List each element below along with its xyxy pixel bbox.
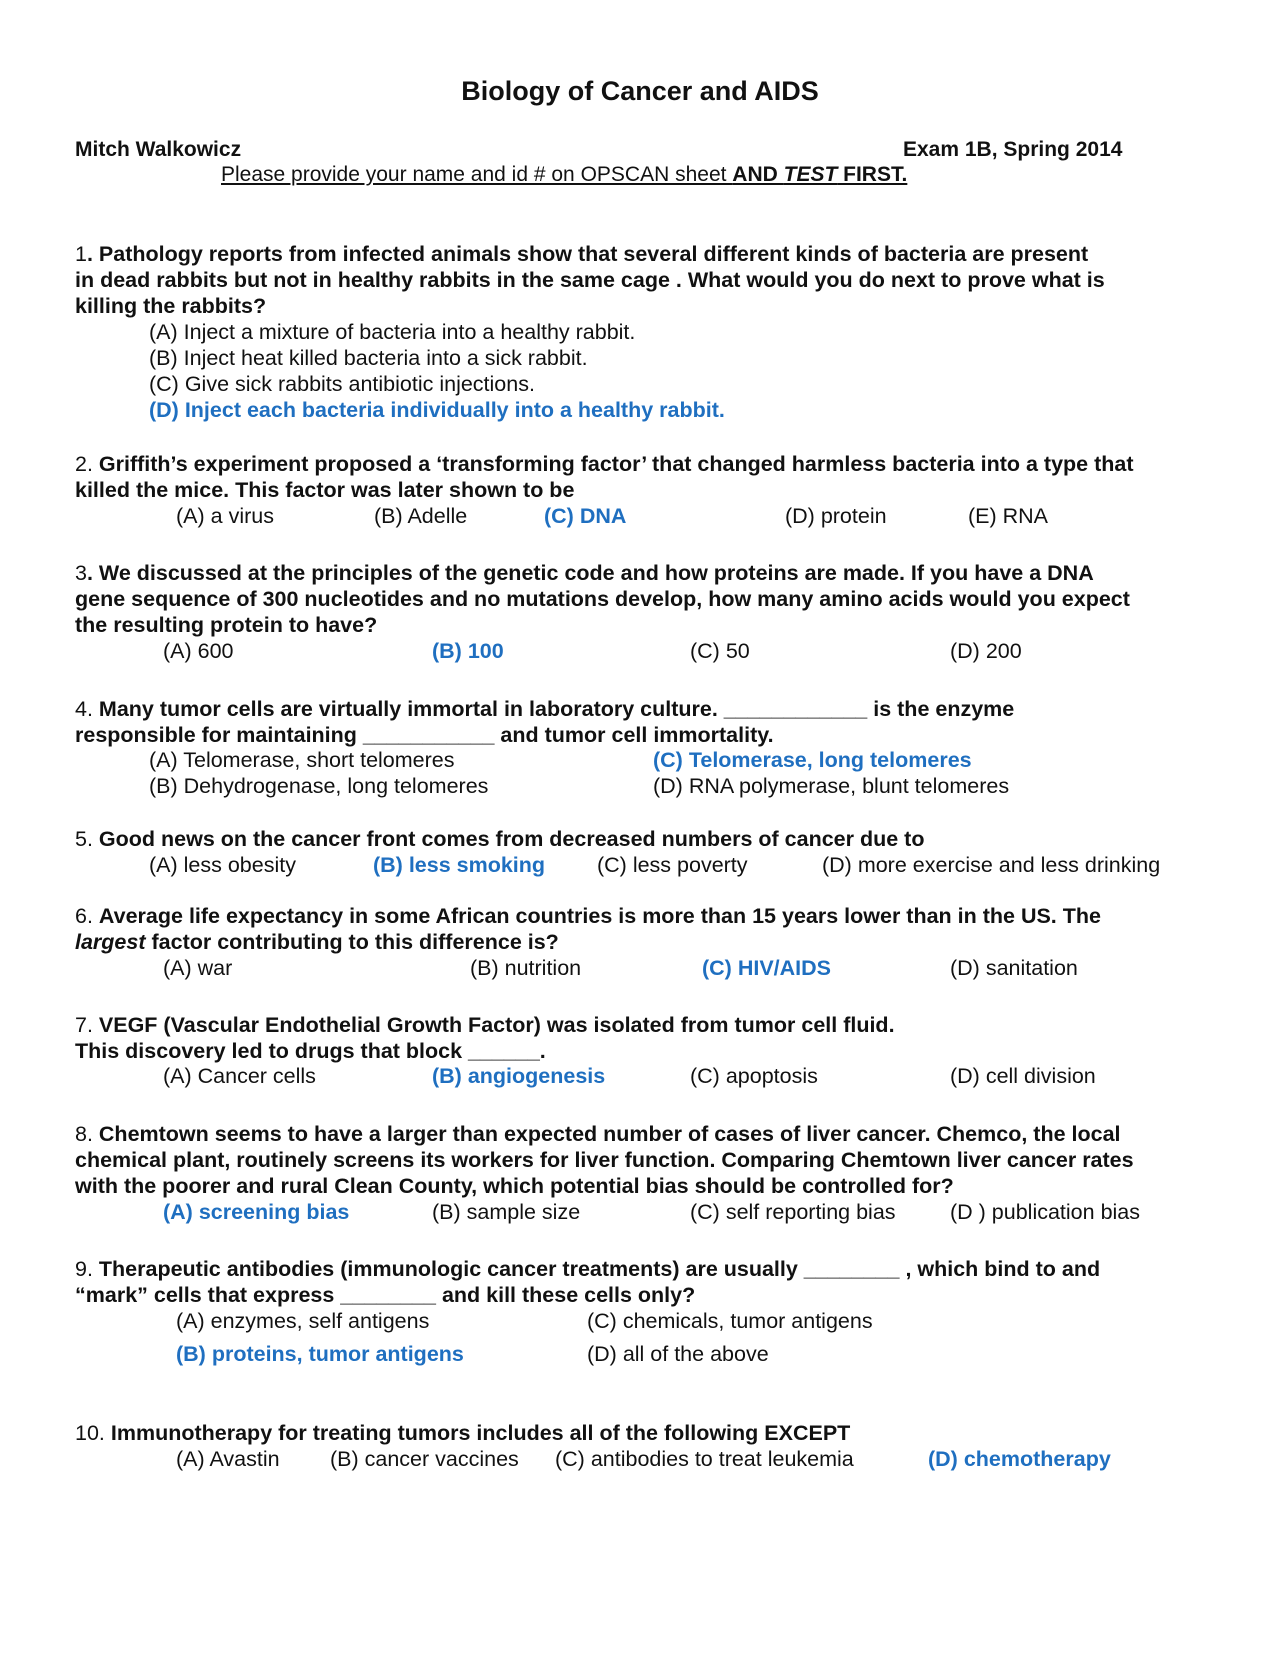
instruction-line: [221, 163, 907, 187]
question-1-line-3: killing the rabbits?: [75, 294, 267, 318]
q8-option-d: (D ) publication bias: [950, 1200, 1141, 1224]
instruction-and: AND: [732, 163, 784, 186]
question-2-stem: [75, 451, 1134, 477]
question-1-number: 1: [75, 242, 87, 266]
q2-option-a: (A) a virus: [176, 504, 274, 528]
q1-option-d-answer: (D) Inject each bacteria individually into a healthy rabbit.: [149, 398, 725, 422]
q5-option-c: (C) less poverty: [597, 853, 748, 877]
q8-option-c: (C) self reporting bias: [690, 1200, 896, 1224]
question-9-line-2: “mark” cells that express ________ and kill these cells only?: [75, 1283, 696, 1307]
q7-option-a: (A) Cancer cells: [163, 1064, 316, 1088]
question-3-line-2: gene sequence of 300 nucleotides and no mutations develop, how many amino acids would you expect: [75, 587, 1130, 611]
q9-option-a: (A) enzymes, self antigens: [176, 1309, 430, 1333]
question-4-line-2: responsible for maintaining ___________ and tumor cell immortality.: [75, 723, 774, 747]
question-6-line-2: [75, 929, 559, 955]
q9-option-b-answer: (B) proteins, tumor antigens: [176, 1342, 464, 1366]
q2-option-c-answer: (C) DNA: [544, 504, 627, 528]
instruction-test: TEST: [783, 163, 838, 186]
question-6-number: 6.: [75, 904, 99, 928]
q2-option-b: (B) Adelle: [374, 504, 468, 528]
q4-option-b: (B) Dehydrogenase, long telomeres: [149, 774, 489, 798]
question-9-line-1: Therapeutic antibodies (immunologic cancer treatments) are usually ________ , which bind to and: [98, 1257, 1101, 1281]
question-8-line-2: chemical plant, routinely screens its workers for liver function. Comparing Chemtown liver cancer rates: [75, 1148, 1134, 1172]
question-2-number: 2.: [75, 452, 99, 476]
instruction-first: FIRST.: [837, 163, 908, 186]
q6-option-c-answer: (C) HIV/AIDS: [702, 956, 831, 980]
question-9-stem: [75, 1256, 1100, 1282]
question-4-number: 4.: [75, 697, 99, 721]
question-2-line-1: Griffith’s experiment proposed a ‘transforming factor’ that changed harmless bacteria into a type that: [98, 452, 1134, 476]
q9-option-d: (D) all of the above: [587, 1342, 769, 1366]
question-1-line-2: in dead rabbits but not in healthy rabbits in the same cage . What would you do next to prove what is: [75, 268, 1105, 292]
question-10-stem: [75, 1420, 850, 1446]
q8-option-b: (B) sample size: [432, 1200, 581, 1224]
q7-option-b-answer: (B) angiogenesis: [432, 1064, 606, 1088]
q4-option-a: (A) Telomerase, short telomeres: [149, 748, 455, 772]
question-2-line-2: killed the mice. This factor was later shown to be: [75, 478, 575, 502]
question-5-stem: [75, 826, 924, 852]
q4-option-d: (D) RNA polymerase, blunt telomeres: [653, 774, 1010, 798]
question-1-stem: [75, 241, 1088, 267]
q10-option-d-answer: (D) chemotherapy: [928, 1447, 1111, 1471]
q3-option-a: (A) 600: [163, 639, 234, 663]
q1-option-a: (A) Inject a mixture of bacteria into a healthy rabbit.: [149, 320, 636, 344]
question-4-line-1: Many tumor cells are virtually immortal in laboratory culture. ____________ is the enzyme: [98, 697, 1015, 721]
q5-option-a: (A) less obesity: [149, 853, 296, 877]
q3-option-d: (D) 200: [950, 639, 1022, 663]
q6-option-d: (D) sanitation: [950, 956, 1078, 980]
question-7-line-2: This discovery led to drugs that block ______.: [75, 1039, 546, 1063]
question-3-line-1: . We discussed at the principles of the genetic code and how proteins are made. If you have a DNA: [86, 561, 1094, 585]
question-10-number: 10.: [75, 1421, 111, 1445]
q6-option-a: (A) war: [163, 956, 233, 980]
q1-option-b: (B) Inject heat killed bacteria into a sick rabbit.: [149, 346, 588, 370]
question-6-line-1: Average life expectancy in some African countries is more than 15 years lower than in the US. The: [98, 904, 1101, 928]
question-8-line-1: Chemtown seems to have a larger than expected number of cases of liver cancer. Chemco, the local: [98, 1122, 1121, 1146]
q3-option-c: (C) 50: [690, 639, 750, 663]
q7-option-c: (C) apoptosis: [690, 1064, 818, 1088]
q7-option-d: (D) cell division: [950, 1064, 1096, 1088]
question-1-line-1: . Pathology reports from infected animals show that several different kinds of bacteria are present: [86, 242, 1089, 266]
q1-option-c: (C) Give sick rabbits antibiotic injections.: [149, 372, 535, 396]
exam-title: Biology of Cancer and AIDS: [461, 76, 819, 106]
question-3-stem: [75, 560, 1094, 586]
q10-option-a: (A) Avastin: [176, 1447, 280, 1471]
q5-option-b-answer: (B) less smoking: [373, 853, 546, 877]
question-10-line-1: Immunotherapy for treating tumors includes all of the following EXCEPT: [110, 1421, 851, 1445]
author-name: Mitch Walkowicz: [75, 138, 242, 161]
q2-option-d: (D) protein: [785, 504, 887, 528]
question-5-line-1: Good news on the cancer front comes from decreased numbers of cancer due to: [98, 827, 925, 851]
question-7-stem: [75, 1012, 895, 1038]
question-7-number: 7.: [75, 1013, 99, 1037]
q6-option-b: (B) nutrition: [470, 956, 582, 980]
question-4-stem: [75, 696, 1014, 722]
q4-option-c-answer: (C) Telomerase, long telomeres: [653, 748, 972, 772]
question-6-stem: [75, 903, 1101, 929]
question-9-number: 9.: [75, 1257, 99, 1281]
question-8-number: 8.: [75, 1122, 99, 1146]
question-3-line-3: the resulting protein to have?: [75, 613, 378, 637]
emphasis-largest: largest: [75, 930, 146, 954]
question-7-line-1: VEGF (Vascular Endothelial Growth Factor) was isolated from tumor cell fluid.: [98, 1013, 895, 1037]
q8-option-a-answer: (A) screening bias: [163, 1200, 350, 1224]
exam-label: Exam 1B, Spring 2014: [903, 138, 1123, 161]
question-3-number: 3: [75, 561, 87, 585]
question-6-line-2-rest: factor contributing to this difference is?: [145, 930, 559, 954]
instruction-pre: Please provide your name and id # on OPSCAN sheet: [221, 163, 733, 186]
q5-option-d: (D) more exercise and less drinking: [822, 853, 1161, 877]
q10-option-c: (C) antibodies to treat leukemia: [555, 1447, 854, 1471]
question-8-line-3: with the poorer and rural Clean County, which potential bias should be controlled for?: [75, 1174, 954, 1198]
q2-option-e: (E) RNA: [968, 504, 1049, 528]
q10-option-b: (B) cancer vaccines: [330, 1447, 519, 1471]
q3-option-b-answer: (B) 100: [432, 639, 504, 663]
q9-option-c: (C) chemicals, tumor antigens: [587, 1309, 873, 1333]
question-5-number: 5.: [75, 827, 99, 851]
question-8-stem: [75, 1121, 1121, 1147]
